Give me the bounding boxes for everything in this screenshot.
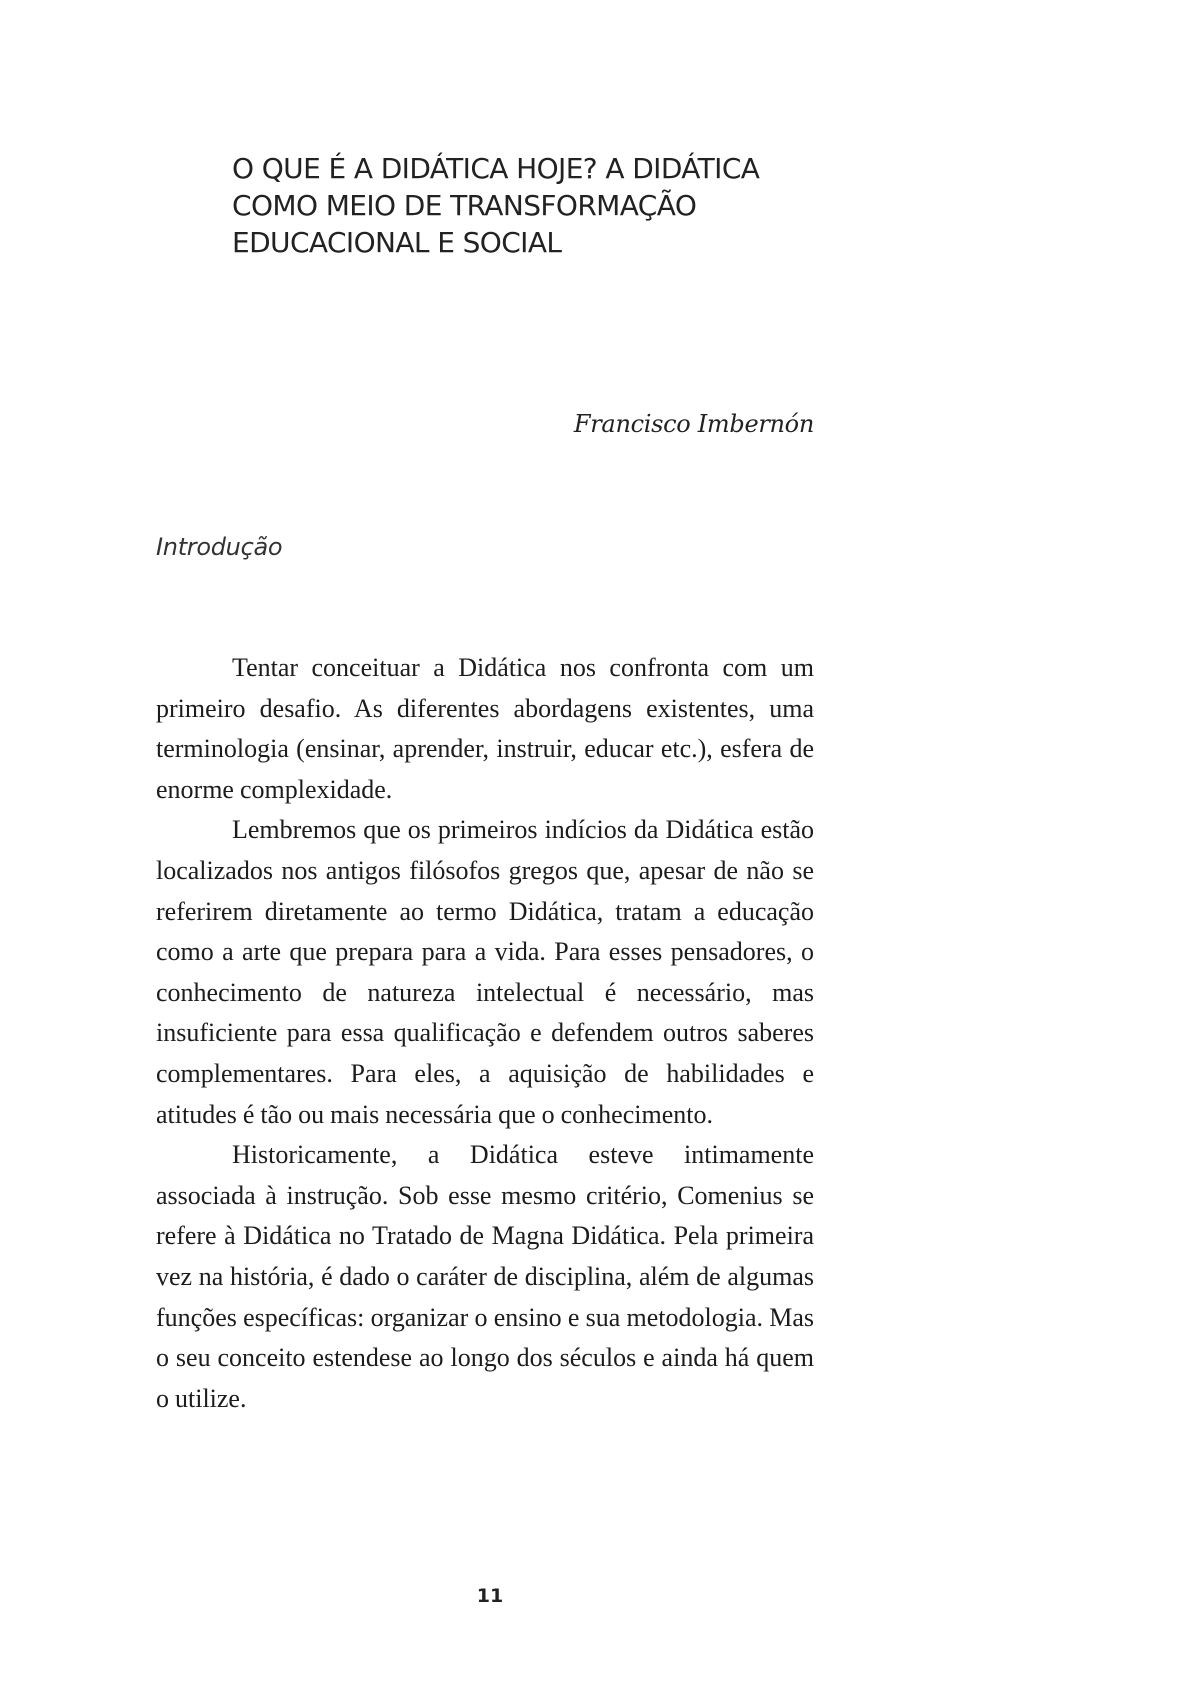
paragraph: Lembremos que os primeiros indícios da Didática estão localizados nos antigos filósofos gregos que, apesar de não se referirem diretamente ao termo Didática, tratam a educação como a arte que prepara para a vida. Para esses pensadores, o conhecimento de natureza intelectual é necessário, mas insuficiente para essa qualificação e defendem outros saberes complementares. Para eles, a aquisição de habilidades e atitudes é tão ou mais necessária que o conhecimento. [156, 815, 814, 1129]
paragraph: Tentar conceituar a Didática nos confronta com um primeiro desafio. As diferentes abordagens existentes, uma terminologia (ensinar, aprender, instruir, educar etc.), esfera de enorme complexidade. [156, 653, 814, 804]
page-number: 11 [476, 1585, 504, 1607]
paragraph: Historicamente, a Didática esteve intimamente associada à instrução. Sob esse mesmo critério, Comenius se refere à Didática no Tratado de Magna Didática. Pela primeira vez na história, é dado o caráter de disciplina, além de algumas funções específicas: organizar o ensino e sua metodologia. Mas o seu conceito estendese ao longo dos séculos e ainda há quem o utilize. [156, 1140, 814, 1413]
section-heading: Introdução [156, 533, 283, 561]
chapter-title-line: COMO MEIO DE TRANSFORMAÇÃO [232, 189, 697, 222]
chapter-title [232, 150, 832, 261]
body-text [156, 648, 814, 1419]
chapter-title-line: EDUCACIONAL E SOCIAL [232, 226, 562, 259]
chapter-author: Francisco Imbernón [573, 410, 814, 438]
chapter-title-line: O QUE É A DIDÁTICA HOJE? A DIDÁTICA [232, 152, 760, 185]
